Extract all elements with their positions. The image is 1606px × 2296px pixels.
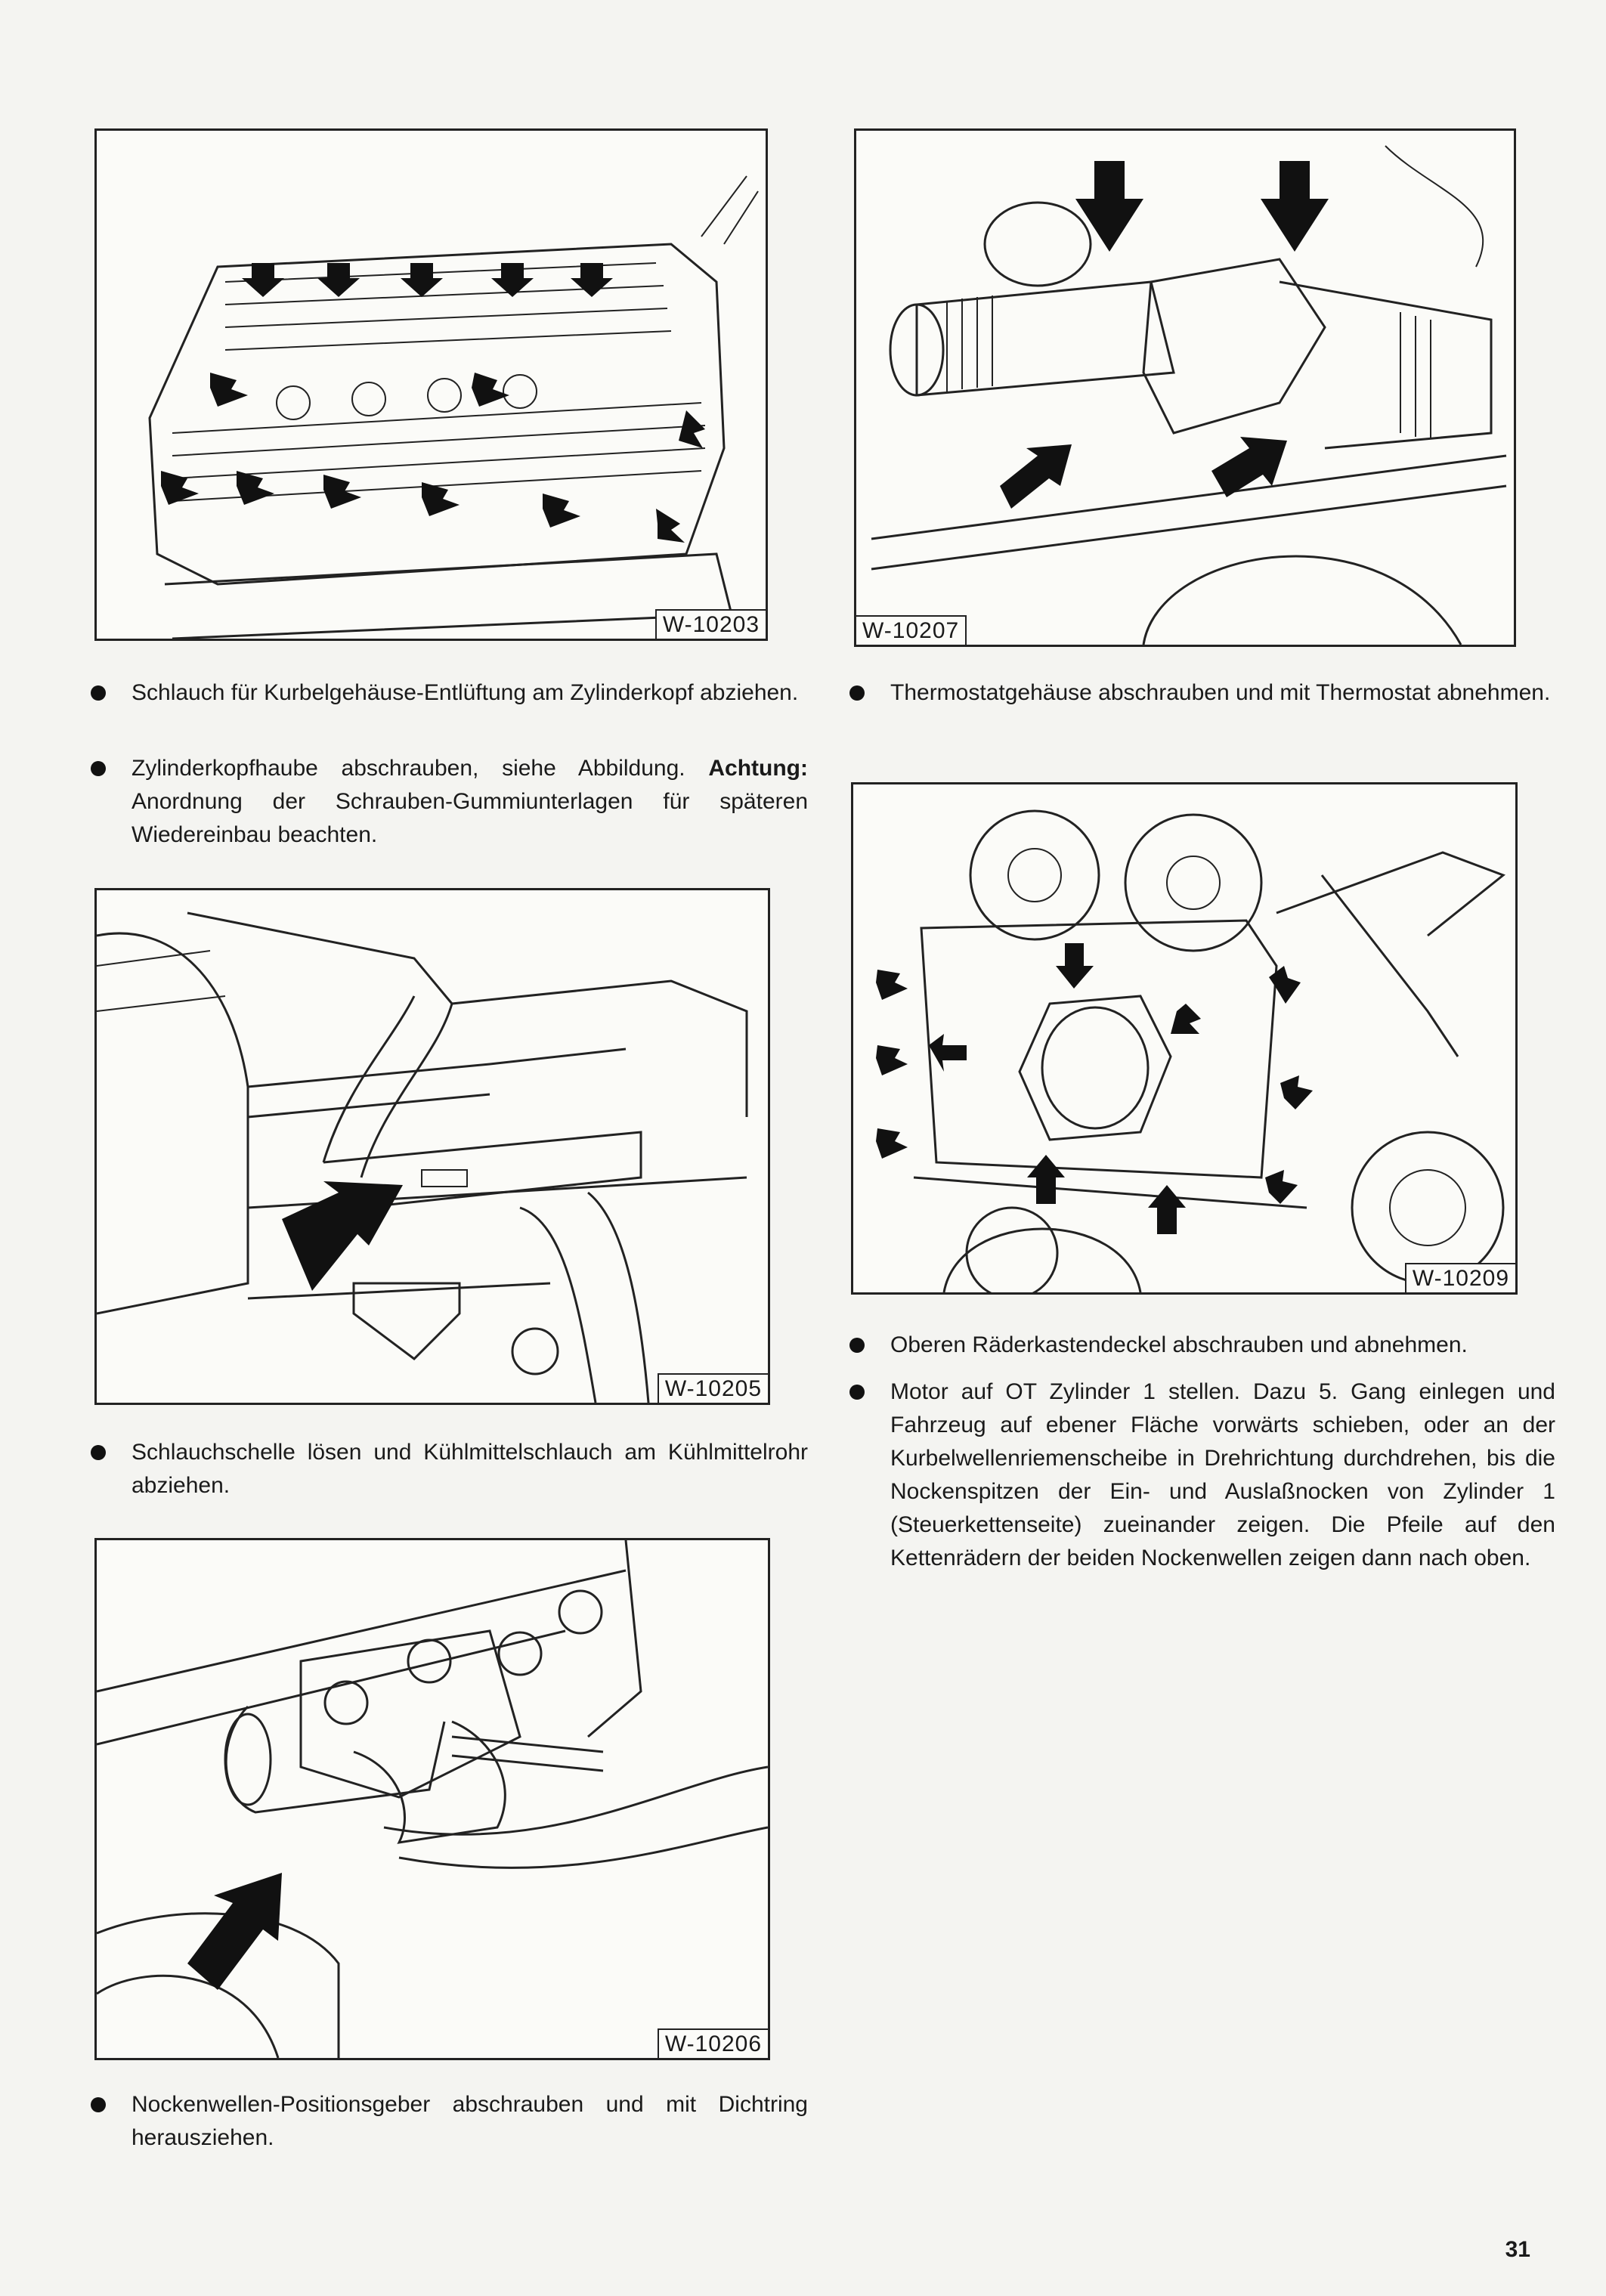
figure-label: W-10209 <box>1405 1263 1517 1294</box>
figure-thermostat-housing <box>854 128 1516 647</box>
figure-camshaft-sensor <box>94 1538 770 2060</box>
camshaft-sensor-drawing <box>97 1540 768 2058</box>
instruction-text: Zylinderkopfhaube abschrauben, siehe Abbildung. <box>132 756 709 781</box>
instruction-crankcase-hose: Schlauch für Kurbelgehäuse-Entlüftung am Zylinderkopf abziehen. <box>89 676 808 710</box>
instruction-tdc-cylinder-1: Motor auf OT Zylinder 1 stellen. Dazu 5. Gang einlegen und Fahrzeug auf ebener Fläche vorwärts schieben, oder an der Kurbelwellenriemenscheibe in Drehrichtung durchdrehen, bis die Nockenspitzen der Ein- und Auslaßnocken von Zylinder 1 (Steuerkettenseite) zueinander zeigen. Die Pfeile auf den Kettenrädern der beiden Nockenwellen zeigen dann nach oben. <box>848 1375 1555 1575</box>
instruction-timing-cover: Oberen Räderkastendeckel abschrauben und abnehmen. <box>848 1329 1555 1362</box>
figure-timing-cover <box>851 782 1518 1295</box>
hose-clamp-drawing <box>97 890 768 1403</box>
timing-cover-drawing <box>853 784 1515 1292</box>
instruction-valve-cover <box>89 752 808 852</box>
instruction-camshaft-sensor: Nockenwellen-Positionsgeber abschrauben und mit Dichtring herausziehen. <box>89 2088 808 2155</box>
warning-label: Achtung: <box>708 756 808 781</box>
instruction-hose-clamp: Schlauchschelle lösen und Kühlmittelschlauch am Kühlmittelrohr abziehen. <box>89 1436 808 1502</box>
figure-hose-clamp <box>94 888 770 1405</box>
figure-label: W-10203 <box>655 609 767 640</box>
figure-label: W-10206 <box>658 2028 769 2059</box>
figure-label: W-10207 <box>855 615 967 646</box>
figure-label: W-10205 <box>658 1373 769 1404</box>
page-number: 31 <box>1505 2237 1530 2262</box>
instruction-thermostat: Thermostatgehäuse abschrauben und mit Thermostat abnehmen. <box>848 676 1555 710</box>
valve-cover-drawing <box>97 131 766 639</box>
instruction-text: Anordnung der Schrauben-Gummiunterlagen für späteren Wiedereinbau beachten. <box>132 789 808 847</box>
figure-valve-cover <box>94 128 768 641</box>
thermostat-drawing <box>856 131 1514 645</box>
